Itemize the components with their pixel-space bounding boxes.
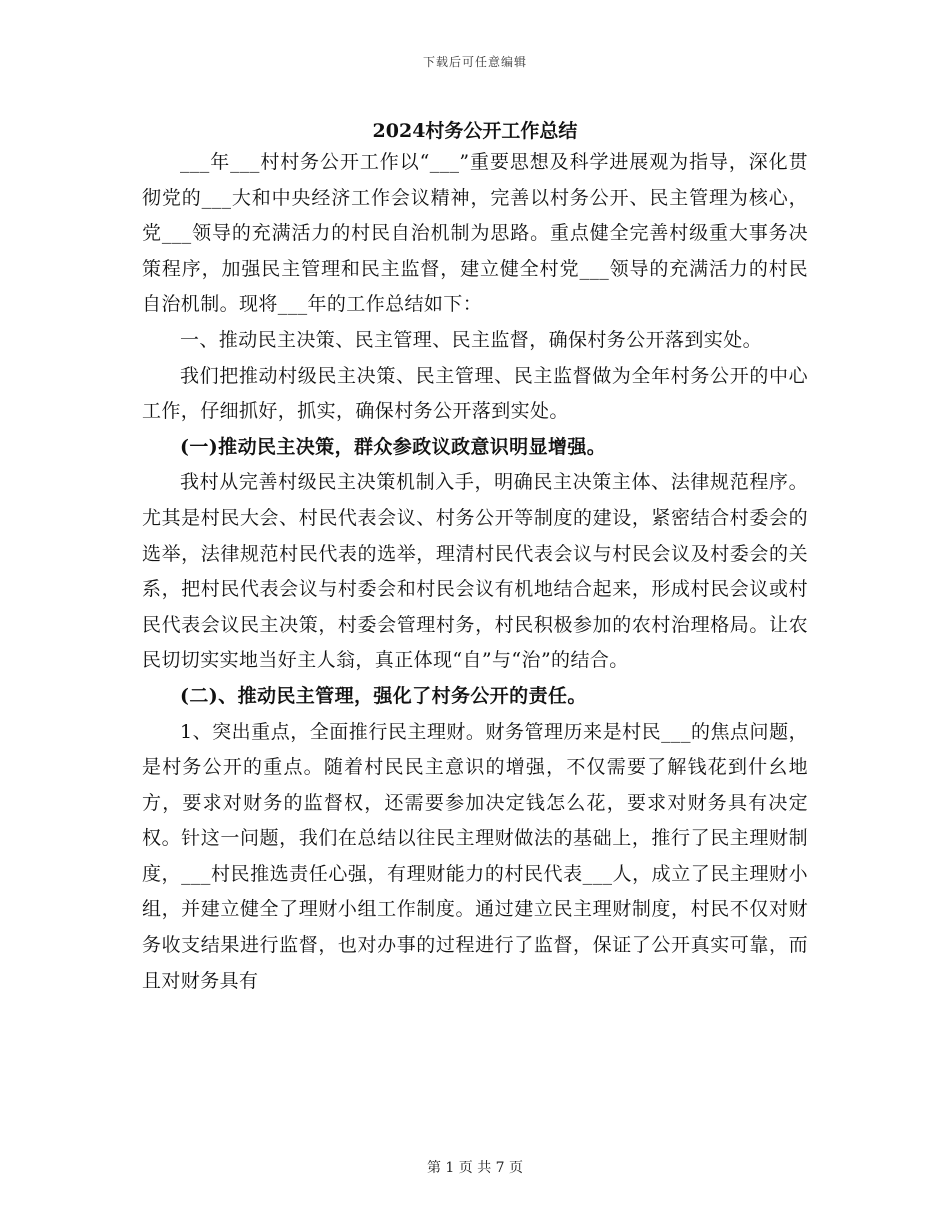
body-paragraph: 我们把推动村级民主决策、民主管理、民主监督做为全年村务公开的中心工作，仔细抓好，抓实，确保村务公开落到实处。 (142, 364, 808, 423)
body-paragraph: 我村从完善村级民主决策机制入手，明确民主决策主体、法律规范程序。尤其是村民大会、村民代表会议、村务公开等制度的建设，紧密结合村委会的选举，法律规范村民代表的选举，理清村民代表会议与村民会议及村委会的关系，把村民代表会议与村委会和村民会议有机地结合起来，形成村民会议或村民代表会议民主决策，村委会管理村务，村民积极参加的农村治理格局。让农民切切实实地当好主人翁，真正体现“自”与“治”的结合。 (142, 471, 808, 672)
body-paragraph: 1、突出重点，全面推行民主理财。财务管理历来是村民___的焦点问题，是村务公开的重点。随着村民民主意识的增强，不仅需要了解钱花到什幺地方，要求对财务的监督权，还需要参加决定钱怎么花，要求对财务具有决定权。针这一问题，我们在总结以往民主理财做法的基础上，推行了民主理财制度，___村民推选责任心强，有理财能力的村民代表___人，成立了民主理财小组，并建立健全了理财小组工作制度。通过建立民主理财制度，村民不仅对财务收支结果进行监督，也对办事的过程进行了监督，保证了公开真实可靠，而且对财务具有 (142, 720, 808, 992)
subsection-heading-1: (一)推动民主决策，群众参政议政意识明显增强。 (180, 435, 607, 458)
section-heading-1: 一、推动民主决策、民主管理、民主监督，确保村务公开落到实处。 (180, 328, 763, 351)
intro-paragraph: ___年___村村务公开工作以“___”重要思想及科学进展观为指导，深化贯彻党的___大和中央经济工作会议精神，完善以村务公开、民主管理为核心，党___领导的充满活力的村民自治机制为思路。重点健全完善村级重大事务决策程序，加强民主管理和民主监督，建立健全村党___领导的充满活力的村民自治机制。现将___年的工作总结如下： (142, 151, 808, 316)
document-body (142, 145, 808, 999)
page-footer: 第 1 页 共 7 页 (426, 1160, 524, 1176)
page-header: 下载后可任意编辑 (422, 55, 527, 69)
subsection-heading-2: (二)、推动民主管理，强化了村务公开的责任。 (180, 684, 587, 707)
document-title: 2024村务公开工作总结 (372, 120, 578, 142)
